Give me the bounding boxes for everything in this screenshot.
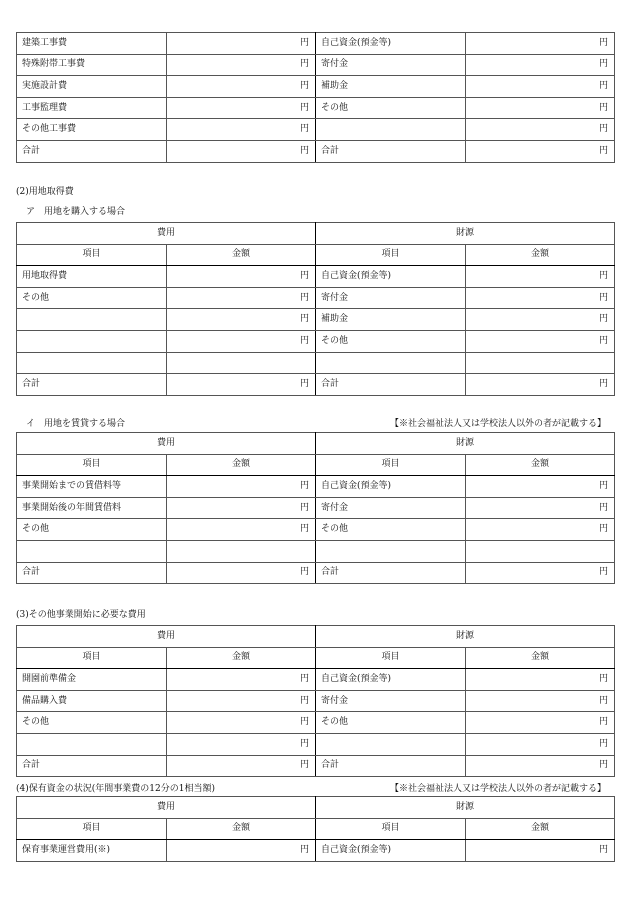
source-amount-cell: 円 — [466, 374, 615, 396]
source-amount-cell — [466, 352, 615, 374]
table-row — [17, 540, 615, 562]
cost-item-cell: 合計 — [17, 140, 167, 162]
col-item: 項目 — [17, 244, 167, 266]
cost-amount-cell: 円 — [167, 33, 316, 55]
table-row — [17, 497, 615, 519]
col-amount: 金額 — [466, 818, 615, 840]
cost-amount-cell: 円 — [167, 690, 316, 712]
source-amount-cell: 円 — [466, 330, 615, 352]
heading-cost: 費用 — [17, 433, 316, 455]
col-amount: 金額 — [466, 647, 615, 669]
source-item-cell: 合計 — [316, 562, 466, 584]
source-item-cell: 補助金 — [316, 309, 466, 331]
reserve-table — [16, 796, 615, 862]
source-item-cell: 自己資金(預金等) — [316, 266, 466, 288]
table-row — [17, 309, 615, 331]
source-amount-cell: 円 — [466, 76, 615, 98]
table-row — [17, 140, 615, 162]
cost-item-cell: 事業開始後の年間賃借料 — [17, 497, 167, 519]
cost-amount-cell: 円 — [167, 733, 316, 755]
land-lease-table — [16, 432, 615, 584]
section-land-lease-title: イ 用地を賃貸する場合 — [26, 419, 126, 429]
col-amount: 金額 — [167, 818, 316, 840]
source-amount-cell: 円 — [466, 33, 615, 55]
cost-item-cell: 用地取得費 — [17, 266, 167, 288]
source-item-cell: 補助金 — [316, 76, 466, 98]
section-reserve-title: (4)保有資金の状況(年間事業費の12分の1相当額) — [16, 784, 215, 794]
heading-cost: 費用 — [17, 797, 316, 819]
source-item-cell: その他 — [316, 97, 466, 119]
source-amount-cell: 円 — [466, 669, 615, 691]
col-amount: 金額 — [167, 244, 316, 266]
cost-amount-cell — [167, 540, 316, 562]
source-item-cell: その他 — [316, 712, 466, 734]
table-row — [17, 97, 615, 119]
table-row — [17, 266, 615, 288]
source-item-cell: 合計 — [316, 140, 466, 162]
source-item-cell: 合計 — [316, 374, 466, 396]
cost-amount-cell: 円 — [167, 119, 316, 141]
heading-source: 財源 — [316, 433, 615, 455]
col-item: 項目 — [17, 454, 167, 476]
source-item-cell: 自己資金(預金等) — [316, 840, 466, 862]
source-amount-cell: 円 — [466, 733, 615, 755]
source-amount-cell: 円 — [466, 755, 615, 777]
cost-item-cell: 備品購入費 — [17, 690, 167, 712]
col-item: 項目 — [17, 647, 167, 669]
table-row — [17, 755, 615, 777]
heading-cost: 費用 — [17, 223, 316, 245]
cost-item-cell — [17, 733, 167, 755]
table-row — [17, 352, 615, 374]
note-non-corporation: 【※社会福祉法人又は学校法人以外の者が記載する】 — [389, 784, 606, 794]
source-item-cell: 自己資金(預金等) — [316, 476, 466, 498]
source-amount-cell: 円 — [466, 266, 615, 288]
source-amount-cell: 円 — [466, 562, 615, 584]
cost-amount-cell: 円 — [167, 309, 316, 331]
cost-amount-cell: 円 — [167, 287, 316, 309]
source-item-cell — [316, 119, 466, 141]
source-amount-cell: 円 — [466, 476, 615, 498]
table-row — [17, 712, 615, 734]
cost-amount-cell: 円 — [167, 562, 316, 584]
cost-amount-cell: 円 — [167, 76, 316, 98]
cost-item-cell: その他 — [17, 287, 167, 309]
table-row — [17, 562, 615, 584]
cost-item-cell: 合計 — [17, 562, 167, 584]
table-row — [17, 119, 615, 141]
cost-item-cell: 保育事業運営費用(※) — [17, 840, 167, 862]
source-item-cell — [316, 352, 466, 374]
land-purchase-table — [16, 222, 615, 396]
source-amount-cell: 円 — [466, 840, 615, 862]
heading-cost: 費用 — [17, 626, 316, 648]
heading-source: 財源 — [316, 626, 615, 648]
section-land-title: (2)用地取得費 — [16, 187, 74, 197]
source-amount-cell: 円 — [466, 140, 615, 162]
cost-item-cell: 建築工事費 — [17, 33, 167, 55]
source-item-cell: 自己資金(預金等) — [316, 33, 466, 55]
source-item-cell: その他 — [316, 330, 466, 352]
table-row — [17, 33, 615, 55]
table-row — [17, 54, 615, 76]
cost-item-cell — [17, 352, 167, 374]
col-amount: 金額 — [466, 454, 615, 476]
cost-amount-cell: 円 — [167, 476, 316, 498]
cost-amount-cell: 円 — [167, 140, 316, 162]
cost-item-cell: 事業開始までの賃借料等 — [17, 476, 167, 498]
table-row — [17, 690, 615, 712]
cost-item-cell: 実施設計費 — [17, 76, 167, 98]
cost-amount-cell: 円 — [167, 374, 316, 396]
source-amount-cell — [466, 540, 615, 562]
cost-amount-cell: 円 — [167, 519, 316, 541]
cost-item-cell — [17, 540, 167, 562]
source-item-cell: 自己資金(預金等) — [316, 669, 466, 691]
source-amount-cell: 円 — [466, 119, 615, 141]
table-row — [17, 476, 615, 498]
cost-amount-cell: 円 — [167, 266, 316, 288]
cost-item-cell: 開園前準備金 — [17, 669, 167, 691]
cost-item-cell — [17, 330, 167, 352]
cost-amount-cell — [167, 352, 316, 374]
source-amount-cell: 円 — [466, 97, 615, 119]
section-other-title: (3)その他事業開始に必要な費用 — [16, 610, 146, 620]
cost-amount-cell: 円 — [167, 54, 316, 76]
table-row — [17, 519, 615, 541]
col-amount: 金額 — [466, 244, 615, 266]
source-amount-cell: 円 — [466, 712, 615, 734]
note-non-corporation: 【※社会福祉法人又は学校法人以外の者が記載する】 — [389, 419, 606, 429]
construction-cost-table — [16, 32, 615, 163]
cost-amount-cell: 円 — [167, 669, 316, 691]
cost-item-cell: 合計 — [17, 755, 167, 777]
cost-item-cell: その他工事費 — [17, 119, 167, 141]
col-item: 項目 — [316, 818, 466, 840]
source-amount-cell: 円 — [466, 690, 615, 712]
cost-item-cell: 合計 — [17, 374, 167, 396]
table-row — [17, 840, 615, 862]
cost-amount-cell: 円 — [167, 330, 316, 352]
heading-source: 財源 — [316, 223, 615, 245]
source-amount-cell: 円 — [466, 309, 615, 331]
source-item-cell: 寄付金 — [316, 287, 466, 309]
cost-item-cell — [17, 309, 167, 331]
source-item-cell — [316, 733, 466, 755]
col-amount: 金額 — [167, 454, 316, 476]
col-item: 項目 — [316, 244, 466, 266]
section-land-purchase-title: ア 用地を購入する場合 — [26, 207, 126, 217]
table-row — [17, 374, 615, 396]
source-amount-cell: 円 — [466, 497, 615, 519]
source-item-cell — [316, 540, 466, 562]
cost-amount-cell: 円 — [167, 497, 316, 519]
source-item-cell: 寄付金 — [316, 497, 466, 519]
cost-item-cell: その他 — [17, 519, 167, 541]
source-item-cell: その他 — [316, 519, 466, 541]
other-cost-table — [16, 625, 615, 777]
table-row — [17, 733, 615, 755]
cost-item-cell: その他 — [17, 712, 167, 734]
source-amount-cell: 円 — [466, 519, 615, 541]
cost-amount-cell: 円 — [167, 840, 316, 862]
source-amount-cell: 円 — [466, 287, 615, 309]
heading-source: 財源 — [316, 797, 615, 819]
source-item-cell: 寄付金 — [316, 690, 466, 712]
source-item-cell: 寄付金 — [316, 54, 466, 76]
source-amount-cell: 円 — [466, 54, 615, 76]
cost-item-cell: 特殊附帯工事費 — [17, 54, 167, 76]
table-row — [17, 669, 615, 691]
table-row — [17, 330, 615, 352]
cost-item-cell: 工事監理費 — [17, 97, 167, 119]
col-item: 項目 — [17, 818, 167, 840]
cost-amount-cell: 円 — [167, 712, 316, 734]
cost-amount-cell: 円 — [167, 755, 316, 777]
table-row — [17, 287, 615, 309]
col-amount: 金額 — [167, 647, 316, 669]
cost-amount-cell: 円 — [167, 97, 316, 119]
col-item: 項目 — [316, 454, 466, 476]
col-item: 項目 — [316, 647, 466, 669]
table-row — [17, 76, 615, 98]
source-item-cell: 合計 — [316, 755, 466, 777]
